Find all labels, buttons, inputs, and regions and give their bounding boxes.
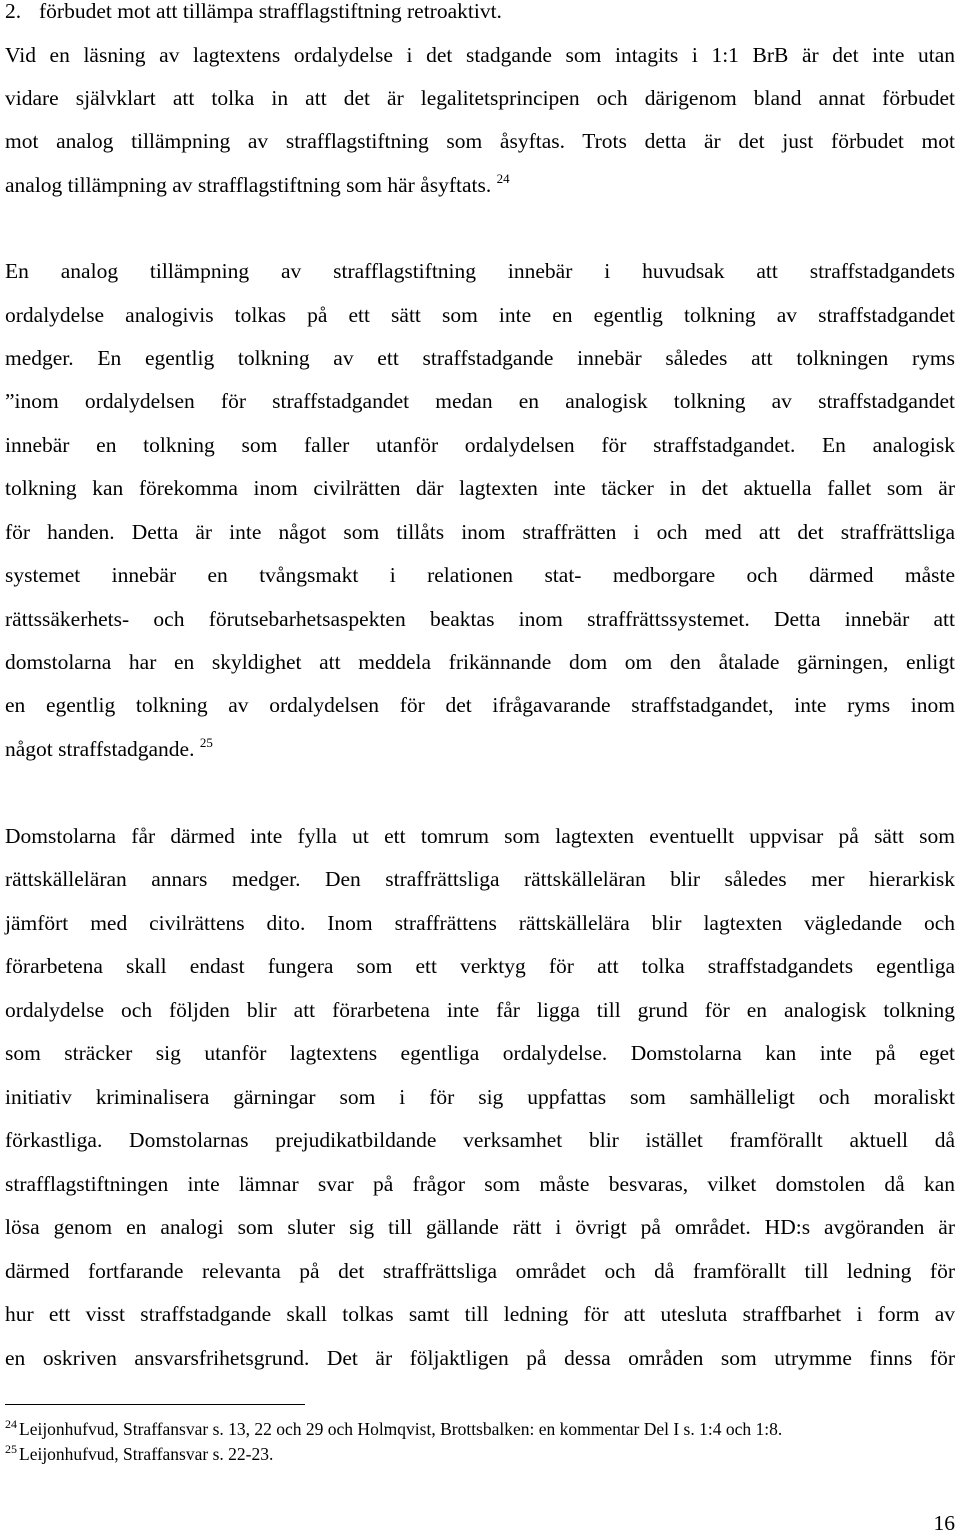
paragraph-line: initiativ kriminalisera gärningar som i för sig uppfattas som samhälleligt och moraliskt: [5, 1085, 955, 1109]
paragraph-line: Vid en läsning av lagtextens ordalydelse i det stadgande som intagits i 1:1 BrB är det inte utan: [5, 43, 955, 67]
paragraph-line: systemet innebär en tvångsmakt i relationen stat- medborgare och därmed måste: [5, 563, 955, 587]
paragraph-line: för handen. Detta är inte något som tillåts inom straffrätten i och med att det straffrättsliga: [5, 520, 955, 544]
footnote-number: 25: [5, 1442, 17, 1456]
paragraph-text: något straffstadgande.: [5, 737, 195, 761]
paragraph-line: rättskälleläran annars medger. Den straffrättsliga rättskälleläran blir således mer hierarkisk: [5, 867, 955, 891]
footnote-number: 24: [5, 1417, 17, 1431]
paragraph-line: domstolarna har en skyldighet att meddela frikännande dom om den åtalade gärningen, enligt: [5, 650, 955, 674]
footnote-25: [5, 1443, 955, 1465]
list-item: [5, 0, 955, 26]
paragraph-line: förarbetena skall endast fungera som ett verktyg för att tolka straffstadgandets egentliga: [5, 954, 955, 978]
paragraph-line: ”inom ordalydelsen för straffstadgandet medan en analogisk tolkning av straffstadgandet: [5, 389, 955, 413]
paragraph-line: mot analog tillämpning av strafflagstiftning som åsyftas. Trots detta är det just förbudet mot: [5, 129, 955, 153]
paragraph-line: ordalydelse analogivis tolkas på ett sätt som inte en egentlig tolkning av straffstadgandet: [5, 303, 955, 327]
paragraph-text: inom ordalydelsen för straffstadgandet medan en analogisk tolkning av straffstadgandet: [14, 389, 955, 413]
paragraph-line: hur ett visst straffstadgande skall tolkas samt till ledning för att utesluta straffbarhet i form av: [5, 1302, 955, 1326]
paragraph-text: analog tillämpning av strafflagstiftning som här åsyftats.: [5, 173, 492, 197]
paragraph-line: som sträcker sig utanför lagtextens egentliga ordalydelse. Domstolarna kan inte på eget: [5, 1041, 955, 1065]
paragraph-line: därmed fortfarande relevanta på det straffrättsliga området och då framförallt till ledning för: [5, 1259, 955, 1283]
paragraph-line: förkastliga. Domstolarnas prejudikatbildande verksamhet blir istället framförallt aktuell då: [5, 1128, 955, 1152]
paragraph-line-last: [5, 170, 955, 200]
paragraph-line: strafflagstiftningen inte lämnar svar på frågor som måste besvaras, vilket domstolen då kan: [5, 1172, 955, 1196]
footnote-ref-24[interactable]: 24: [496, 171, 510, 186]
footnote-24: [5, 1418, 955, 1440]
list-item-text: förbudet mot att tillämpa strafflagstiftning retroaktivt.: [39, 0, 502, 23]
paragraph-line: rättssäkerhets- och förutsebarhetsaspekten beaktas inom straffrättssystemet. Detta innebär att: [5, 607, 955, 631]
paragraph-line: lösa genom en analogi som sluter sig till gällande rätt i övrigt på området. HD:s avgöranden är: [5, 1215, 955, 1239]
paragraph-line: en oskriven ansvarsfrihetsgrund. Det är följaktligen på dessa områden som utrymme finns för: [5, 1346, 955, 1370]
paragraph-line: tolkning kan förekomma inom civilrätten där lagtexten inte täcker in det aktuella fallet som är: [5, 476, 955, 500]
paragraph-line: medger. En egentlig tolkning av ett straffstadgande innebär således att tolkningen ryms: [5, 346, 955, 370]
paragraph-line: En analog tillämpning av strafflagstiftning innebär i huvudsak att straffstadgandets: [5, 259, 955, 283]
footnote-divider: [5, 1404, 305, 1405]
paragraph-line-last: [5, 734, 955, 764]
paragraph-line: vidare självklart att tolka in att det är legalitetsprincipen och därigenom bland annat förbudet: [5, 86, 955, 110]
page-number: 16: [933, 1511, 955, 1535]
paragraph-line: ordalydelse och följden blir att förarbetena inte får ligga till grund för en analogisk tolkning: [5, 998, 955, 1022]
paragraph-line: en egentlig tolkning av ordalydelsen för det ifrågavarande straffstadgandet, inte ryms inom: [5, 693, 955, 717]
footnote-text: Leijonhufvud, Straffansvar s. 13, 22 och 29 och Holmqvist, Brottsbalken: en kommentar Del I s. 1:4 och 1:8.: [19, 1419, 783, 1439]
footnote-ref-25[interactable]: 25: [199, 735, 213, 750]
paragraph-line: Domstolarna får därmed inte fylla ut ett tomrum som lagtexten eventuellt uppvisar på sätt som: [5, 824, 955, 848]
paragraph-line: jämfört med civilrättens dito. Inom straffrättens rättskällelära blir lagtexten vägledande och: [5, 911, 955, 935]
footnote-text: Leijonhufvud, Straffansvar s. 22-23.: [19, 1444, 274, 1464]
list-item-number: 2.: [5, 0, 22, 23]
paragraph-line: innebär en tolkning som faller utanför ordalydelsen för straffstadgandet. En analogisk: [5, 433, 955, 457]
